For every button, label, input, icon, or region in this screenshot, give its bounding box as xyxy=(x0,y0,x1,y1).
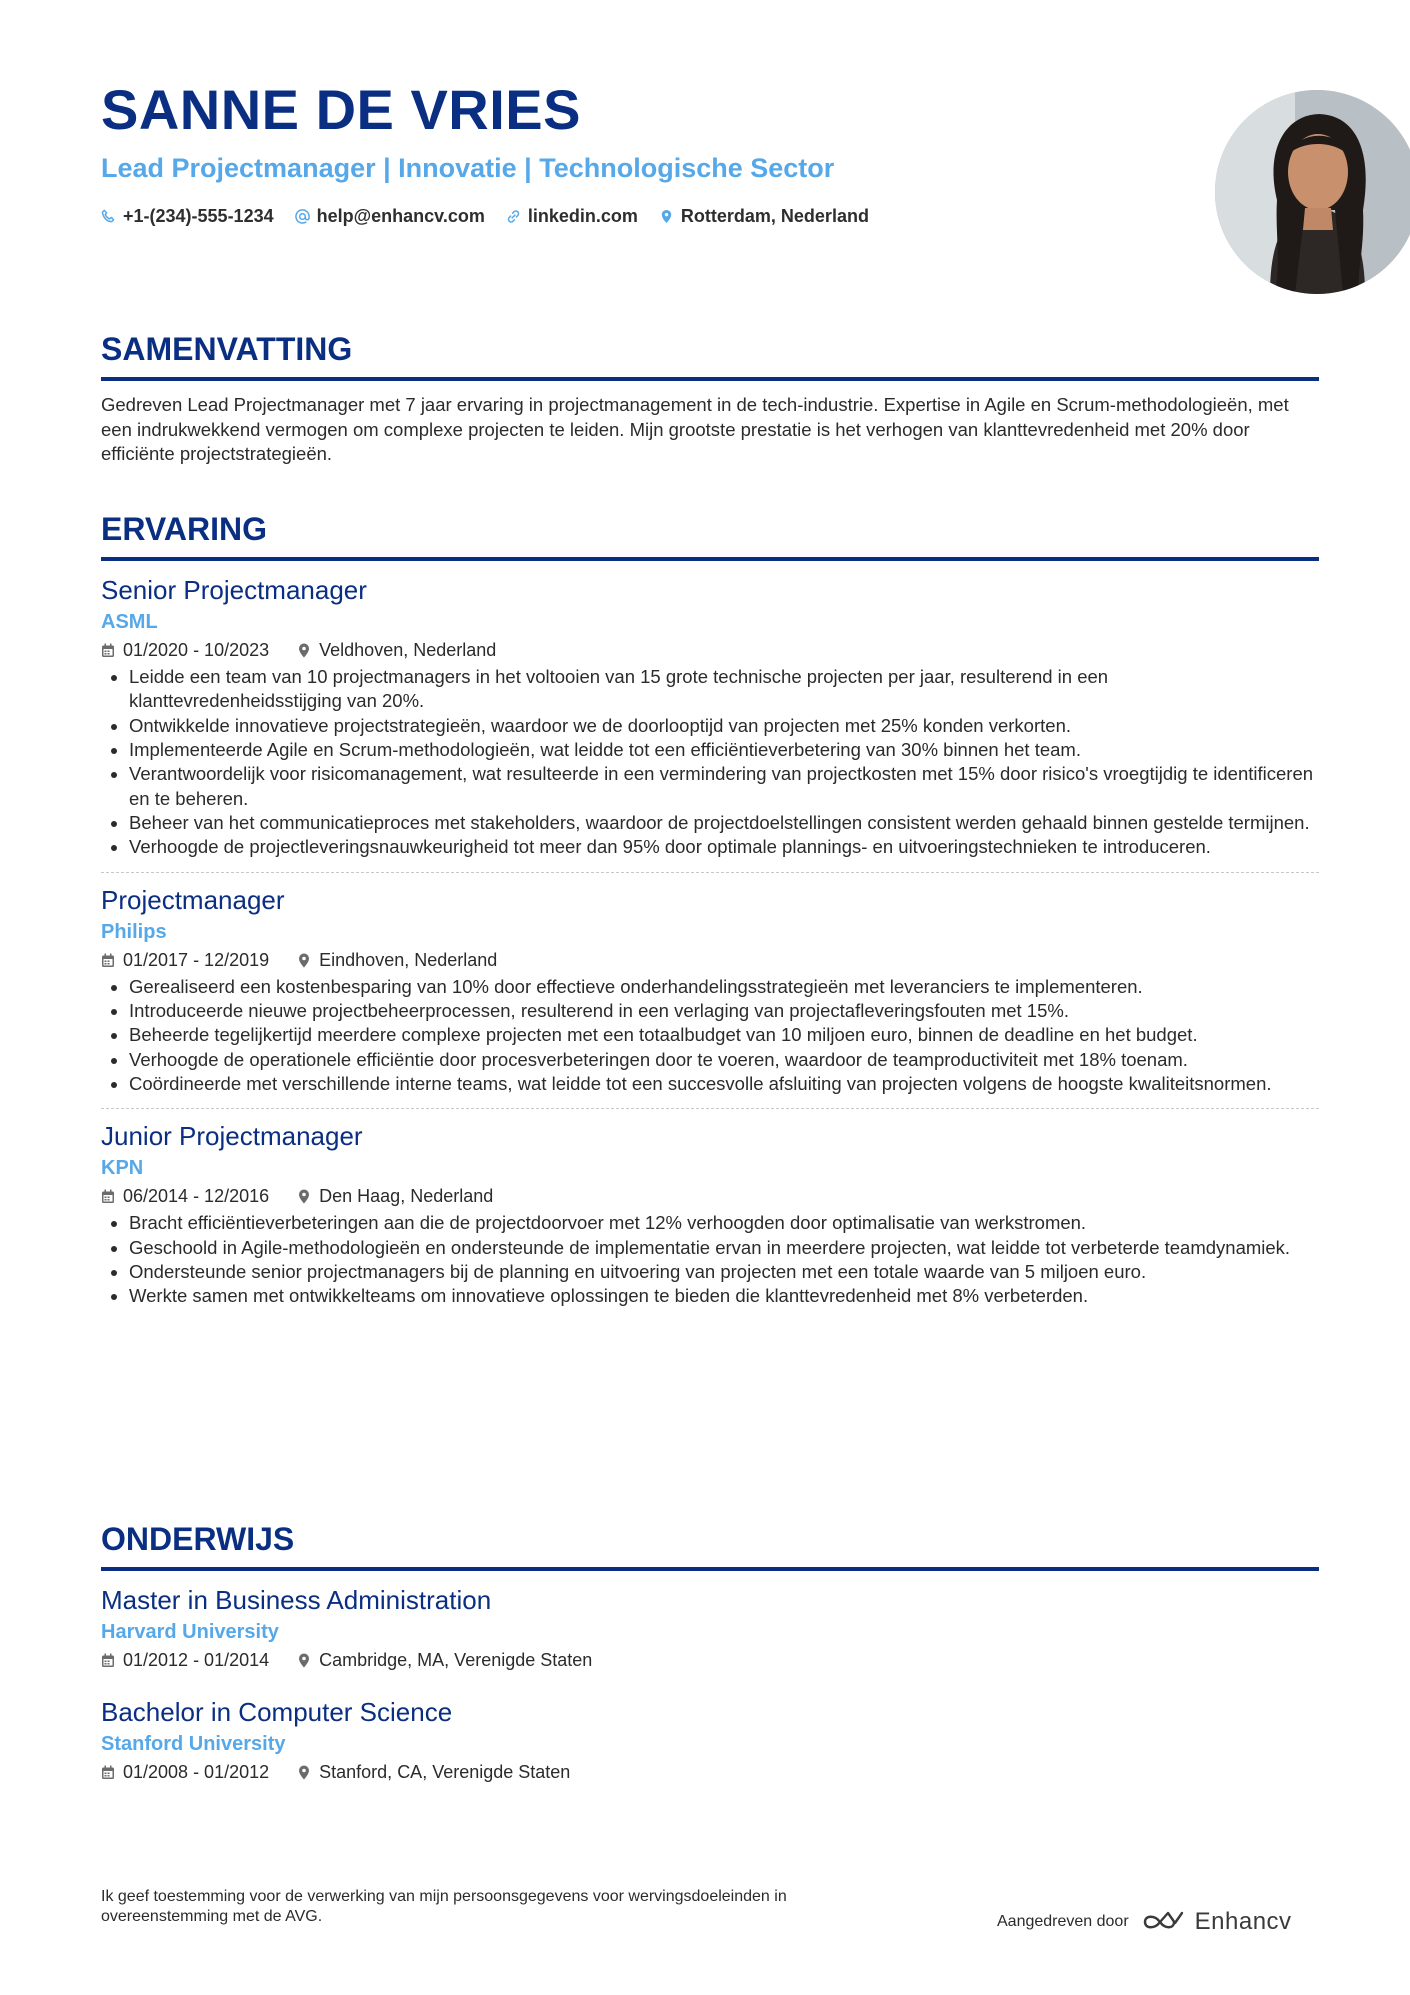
location-pin-icon xyxy=(297,953,311,968)
list-item: • Verantwoordelijk voor risicomanagement, wat resulteerde in een vermindering van projectkosten met 15% door risico's vroegtijdig te identificeren en te beheren. xyxy=(129,762,1319,811)
job-title: Senior Projectmanager xyxy=(101,575,367,605)
list-item: • Implementeerde Agile en Scrum-methodologieën, wat leidde tot een efficiëntieverbetering van 30% binnen het team. xyxy=(129,738,1319,762)
list-item: • Beheerde tegelijkertijd meerdere complexe projecten met een totaalbudget van 10 miljoen euro, binnen de deadline en het budget. xyxy=(129,1023,1319,1047)
portrait-image xyxy=(1215,90,1410,294)
entry-divider xyxy=(101,1108,1319,1109)
contact-bar xyxy=(101,206,869,227)
job-meta xyxy=(101,950,1319,971)
phone-text: +1-(234)-555-1234 xyxy=(123,206,274,226)
list-item: • Coördineerde met verschillende interne teams, wat leidde tot een succesvolle afsluiting van projecten volgens de hoogste kwaliteitsnormen. xyxy=(129,1072,1319,1096)
section-title-experience: ERVARING xyxy=(101,513,1319,561)
email-text: help@enhancv.com xyxy=(316,206,485,226)
contact-linkedin[interactable] xyxy=(506,206,638,227)
gdpr-consent-note: Ik geef toestemming voor de verwerking van mijn persoonsgegevens voor wervingsdoeleinden in overeenstemming met de AVG. xyxy=(101,1888,787,1925)
company-name: Philips xyxy=(101,920,167,943)
education-meta xyxy=(101,1650,1319,1671)
calendar-icon xyxy=(101,953,115,968)
list-item: • Ondersteunde senior projectmanagers bij de planning en uitvoering van projecten met een totale waarde van 5 miljoen euro. xyxy=(129,1260,1319,1284)
education-entry xyxy=(101,1585,1319,1671)
company-name: KPN xyxy=(101,1157,144,1180)
summary-text: Gedreven Lead Projectmanager met 7 jaar ervaring in projectmanagement in de tech-industrie. Expertise in Agile en Scrum-methodologieën, met een indrukwekkend vermogen om complexe projecten te leiden. Mijn grootste prestatie is het verhogen van klanttevredenheid met 20% door efficiënte projectstrategieën. xyxy=(101,394,1289,464)
location-text: Rotterdam, Nederland xyxy=(680,206,869,226)
enhancv-logo xyxy=(1141,1908,1292,1936)
summary-section xyxy=(101,333,1319,467)
school-name: Stanford University xyxy=(101,1733,286,1756)
location-pin-icon xyxy=(297,1653,311,1668)
headline: Lead Projectmanager | Innovatie | Technologische Sector xyxy=(101,153,835,183)
contact-phone[interactable] xyxy=(101,206,274,227)
job-title: Projectmanager xyxy=(101,884,285,915)
list-item: • Introduceerde nieuwe projectbeheerprocessen, resulterend in een verlaging van projectafleveringsfouten met 15%. xyxy=(129,999,1319,1023)
calendar-icon xyxy=(101,1765,115,1780)
brand-name: Enhancv xyxy=(1194,1908,1292,1935)
powered-by-label: Aangedreven door xyxy=(997,1913,1129,1930)
job-location: Den Haag, Nederland xyxy=(319,1186,494,1207)
job-achievements xyxy=(101,1211,1319,1308)
entry-divider xyxy=(101,872,1319,873)
at-icon xyxy=(295,209,310,224)
calendar-icon xyxy=(101,1189,115,1204)
education-dates: 01/2008 - 01/2012 xyxy=(123,1762,270,1783)
section-title-summary: SAMENVATTING xyxy=(101,333,1319,381)
location-pin-icon xyxy=(297,643,311,658)
school-name: Harvard University xyxy=(101,1621,279,1644)
location-icon xyxy=(659,209,674,224)
location-pin-icon xyxy=(297,1189,311,1204)
degree-title: Bachelor in Computer Science xyxy=(101,1697,453,1728)
list-item: • Werkte samen met ontwikkelteams om innovatieve oplossingen te bieden die klanttevredenheid met 8% verbeterden. xyxy=(129,1284,1319,1308)
section-title-education: ONDERWIJS xyxy=(101,1523,1319,1571)
profile-photo xyxy=(1215,90,1410,294)
company-name: ASML xyxy=(101,611,158,634)
education-section xyxy=(101,1523,1319,1783)
calendar-icon xyxy=(101,1653,115,1668)
list-item: • Geschoold in Agile-methodologieën en ondersteunde de implementatie ervan in meerdere projecten, wat leidde tot verbeterde teamdynamiek. xyxy=(129,1236,1319,1260)
list-item: • Bracht efficiëntieverbeteringen aan die de projectdoorvoer met 12% verhoogden door optimalisatie van werkstromen. xyxy=(129,1211,1319,1235)
education-dates: 01/2012 - 01/2014 xyxy=(123,1650,270,1671)
location-pin-icon xyxy=(297,1765,311,1780)
list-item: • Leidde een team van 10 projectmanagers in het voltooien van 15 grote technische projecten per jaar, resulterend in een klanttevredenheidsstijging van 20%. xyxy=(129,665,1319,714)
enhancv-logo-icon xyxy=(1141,1911,1187,1933)
experience-entry xyxy=(101,1121,1319,1308)
job-meta xyxy=(101,1186,1319,1207)
powered-by[interactable] xyxy=(997,1908,1292,1936)
job-dates: 01/2017 - 12/2019 xyxy=(123,949,270,970)
list-item: • Verhoogde de operationele efficiëntie door procesverbeteringen door te voeren, waardoor de teamproductiviteit met 18% toenam. xyxy=(129,1048,1319,1072)
contact-location xyxy=(659,206,869,227)
link-icon xyxy=(506,209,521,224)
linkedin-text: linkedin.com xyxy=(527,206,638,226)
job-dates: 01/2020 - 10/2023 xyxy=(123,640,270,661)
list-item: • Gerealiseerd een kostenbesparing van 10% door effectieve onderhandelingsstrategieën met leveranciers te implementeren. xyxy=(129,975,1319,999)
list-item: • Ontwikkelde innovatieve projectstrategieën, waardoor we de doorlooptijd van projecten met 25% konden verkorten. xyxy=(129,714,1319,738)
education-meta xyxy=(101,1762,1319,1783)
list-item: • Beheer van het communicatieproces met stakeholders, waardoor de projectdoelstellingen consistent werden gehaald binnen gestelde termijnen. xyxy=(129,811,1319,835)
list-item: • Verhoogde de projectleveringsnauwkeurigheid tot meer dan 95% door optimale plannings- en uitvoeringstechnieken te introduceren. xyxy=(129,835,1319,859)
experience-entry xyxy=(101,575,1319,860)
job-achievements xyxy=(101,975,1319,1096)
degree-title: Master in Business Administration xyxy=(101,1585,492,1615)
education-entry xyxy=(101,1697,1319,1783)
calendar-icon xyxy=(101,643,115,658)
phone-icon xyxy=(101,209,116,224)
job-title: Junior Projectmanager xyxy=(101,1121,363,1152)
job-meta xyxy=(101,640,1319,661)
job-location: Veldhoven, Nederland xyxy=(319,640,497,661)
job-location: Eindhoven, Nederland xyxy=(319,949,498,970)
job-achievements xyxy=(101,665,1319,859)
experience-entry xyxy=(101,885,1319,1097)
candidate-name: SANNE DE VRIES xyxy=(101,78,581,141)
job-dates: 06/2014 - 12/2016 xyxy=(123,1186,270,1207)
education-location: Cambridge, MA, Verenigde Staten xyxy=(319,1650,593,1671)
education-location: Stanford, CA, Verenigde Staten xyxy=(319,1762,571,1783)
experience-section xyxy=(101,513,1319,1309)
contact-email[interactable] xyxy=(295,206,485,227)
